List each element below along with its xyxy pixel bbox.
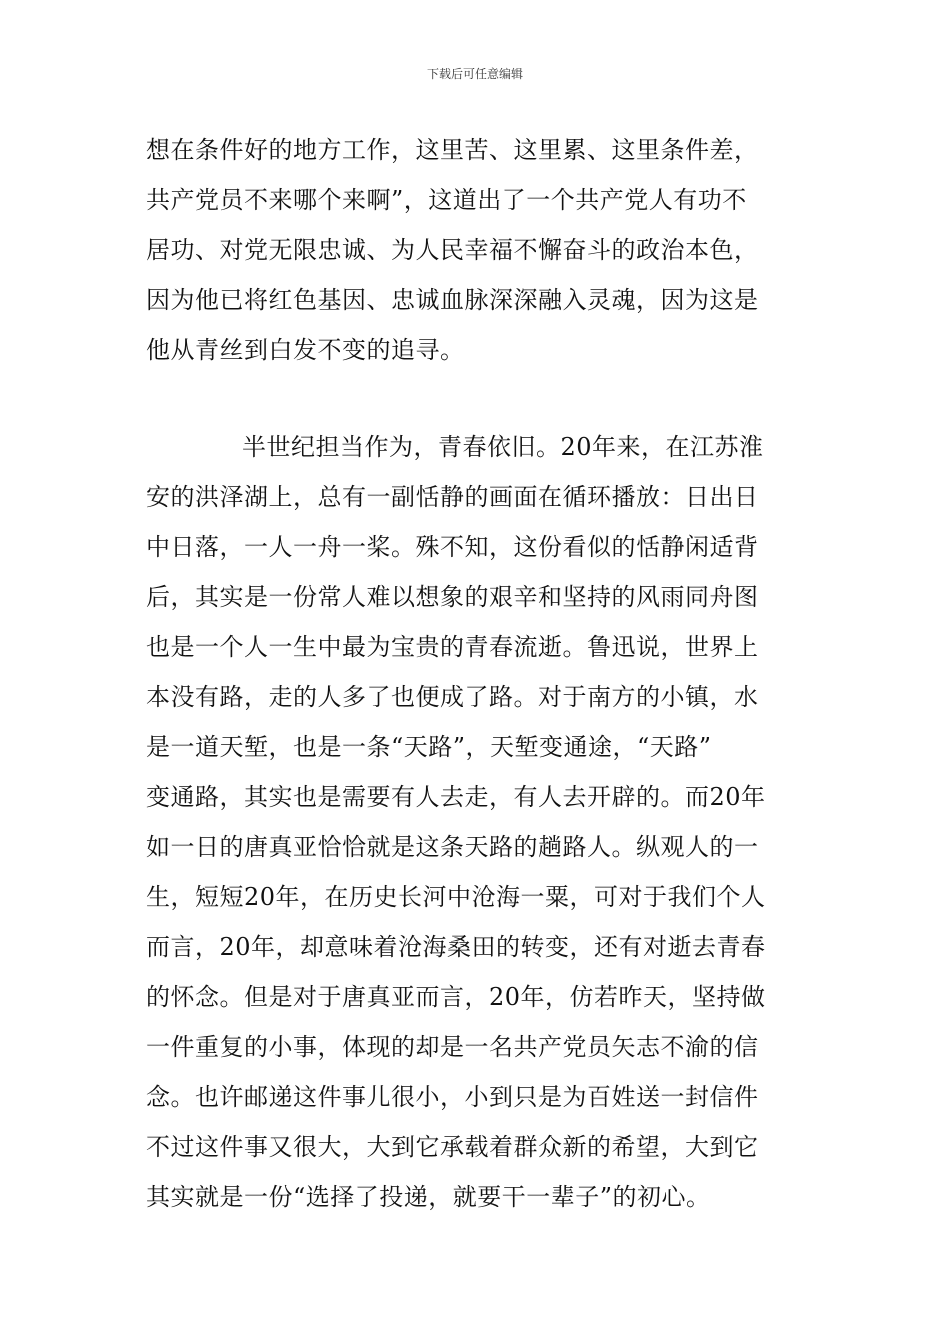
text-line: 念。也许邮递这件事儿很小，小到只是为百姓送一封信件	[146, 1083, 759, 1111]
text-line-first-indented: 半世纪担当作为，青春依旧。20年来，在江苏淮	[242, 433, 764, 461]
text-line: 中日落，一人一舟一桨。殊不知，这份看似的恬静闲适背	[146, 533, 759, 561]
text-line: 一件重复的小事，体现的却是一名共产党员矢志不渝的信	[146, 1033, 759, 1061]
text-line: 本没有路，走的人多了也便成了路。对于南方的小镇，水	[146, 683, 759, 711]
text-line: 如一日的唐真亚恰恰就是这条天路的趟路人。纵观人的一	[146, 833, 759, 861]
text-line: 他从青丝到白发不变的追寻。	[146, 336, 465, 364]
text-line: 居功、对党无限忠诚、为人民幸福不懈奋斗的政治本色，	[146, 236, 759, 264]
text-line: 的怀念。但是对于唐真亚而言，20年，仿若昨天，坚持做	[146, 983, 766, 1011]
text-line: 安的洪泽湖上，总有一副恬静的画面在循环播放：日出日	[146, 483, 759, 511]
text-line: 想在条件好的地方工作，这里苦、这里累、这里条件差，	[146, 136, 759, 164]
paragraph-2	[146, 422, 814, 1222]
text-line: 而言，20年，却意味着沧海桑田的转变，还有对逝去青春	[146, 933, 766, 961]
text-line: 生，短短20年，在历史长河中沧海一粟，可对于我们个人	[146, 883, 766, 911]
text-line: 其实就是一份“选择了投递，就要干一辈子”的初心。	[146, 1183, 711, 1211]
text-line: 也是一个人一生中最为宝贵的青春流逝。鲁迅说，世界上	[146, 633, 759, 661]
paragraph-1	[146, 125, 814, 375]
text-line: 变通路，其实也是需要有人去走，有人去开辟的。而20年	[146, 783, 766, 811]
page-header-note: 下载后可任意编辑	[426, 67, 523, 81]
text-line: 后，其实是一份常人难以想象的艰辛和坚持的风雨同舟图	[146, 583, 759, 611]
text-line: 共产党员不来哪个来啊”，这道出了一个共产党人有功不	[146, 186, 747, 214]
text-line: 是一道天堑，也是一条“天路”，天堑变通途，“天路”	[146, 733, 712, 761]
text-line: 不过这件事又很大，大到它承载着群众新的希望，大到它	[146, 1133, 759, 1161]
text-line: 因为他已将红色基因、忠诚血脉深深融入灵魂，因为这是	[146, 286, 759, 314]
